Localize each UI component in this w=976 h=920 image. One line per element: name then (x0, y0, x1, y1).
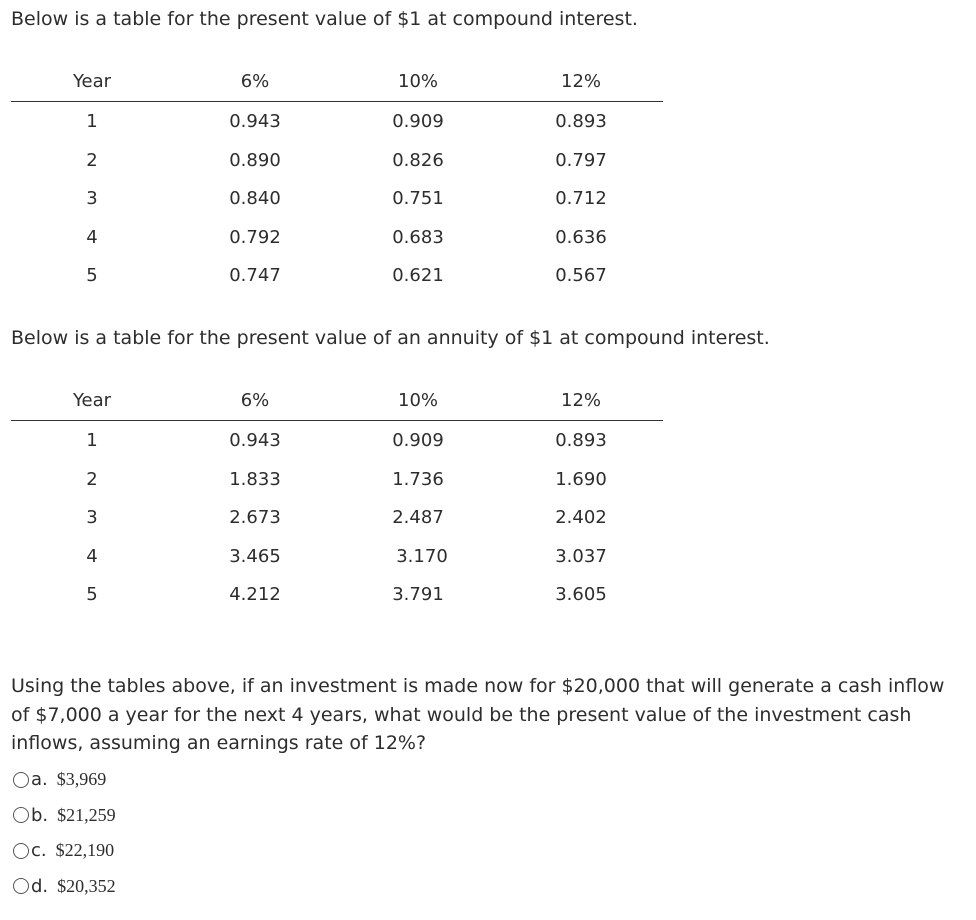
table2-intro: Below is a table for the present value of an annuity of $1 at compound interest. (11, 327, 770, 349)
cell-10pct: 0.683 (392, 226, 444, 248)
cell-year: 3 (86, 507, 98, 528)
table-row (11, 141, 663, 180)
radio-button-b[interactable] (13, 807, 29, 823)
radio-button-a[interactable] (13, 772, 29, 788)
cell-12pct: 0.893 (555, 111, 607, 132)
option-b[interactable] (11, 798, 116, 834)
cell-6pct: 0.943 (229, 430, 281, 451)
cell-year: 2 (86, 468, 98, 490)
cell-year: 4 (86, 226, 98, 248)
option-value: $3,969 (56, 769, 107, 790)
cell-12pct: 3.037 (555, 545, 607, 567)
cell-year: 5 (86, 584, 98, 605)
table-row (11, 256, 663, 295)
cell-12pct: 1.690 (555, 468, 607, 490)
pv-table (11, 63, 663, 295)
radio-button-d[interactable] (13, 878, 29, 894)
option-letter: c. (31, 840, 47, 862)
cell-10pct: 0.826 (392, 149, 444, 171)
cell-6pct: 4.212 (229, 584, 281, 605)
cell-6pct: 0.943 (229, 111, 281, 132)
table1-intro: Below is a table for the present value of $1 at compound interest. (11, 8, 638, 30)
cell-10pct: 0.621 (392, 265, 444, 286)
header-10pct: 10% (397, 390, 439, 411)
pv-table-header (11, 63, 663, 102)
option-letter: b. (31, 804, 49, 826)
header-12pct: 12% (560, 71, 602, 92)
header-6pct: 6% (240, 390, 270, 411)
table-row (11, 218, 663, 257)
cell-12pct: 0.712 (555, 188, 607, 209)
cell-12pct: 2.402 (555, 507, 607, 528)
cell-6pct: 1.833 (229, 468, 281, 490)
table-row (11, 537, 663, 576)
table-row (11, 575, 663, 614)
cell-12pct: 0.567 (555, 265, 607, 286)
radio-button-c[interactable] (13, 843, 29, 859)
cell-year: 5 (86, 265, 98, 286)
cell-10pct: 2.487 (392, 507, 444, 528)
cell-12pct: 0.893 (555, 430, 607, 451)
cell-10pct: 3.170 (396, 545, 448, 567)
header-year: Year (72, 71, 112, 92)
cell-6pct: 2.673 (229, 507, 281, 528)
header-6pct: 6% (240, 71, 270, 92)
cell-6pct: 0.840 (229, 188, 281, 209)
cell-year: 1 (86, 430, 98, 451)
option-letter: a. (31, 769, 48, 791)
cell-12pct: 3.605 (555, 584, 607, 605)
cell-10pct: 3.791 (392, 584, 444, 605)
cell-6pct: 3.465 (229, 545, 281, 567)
cell-year: 3 (86, 188, 98, 209)
answer-options (11, 762, 116, 904)
cell-6pct: 0.792 (229, 226, 281, 248)
header-12pct: 12% (560, 390, 602, 411)
cell-10pct: 0.909 (392, 430, 444, 451)
table-row (11, 421, 663, 460)
table-row (11, 498, 663, 537)
cell-10pct: 1.736 (392, 468, 444, 490)
option-d[interactable] (11, 869, 116, 905)
option-a[interactable] (11, 762, 116, 798)
cell-year: 1 (86, 111, 98, 132)
cell-year: 2 (86, 149, 98, 171)
cell-10pct: 0.909 (392, 111, 444, 132)
cell-12pct: 0.636 (555, 226, 607, 248)
option-value: $20,352 (57, 875, 116, 896)
option-value: $22,190 (55, 840, 115, 861)
header-10pct: 10% (397, 71, 439, 92)
cell-year: 4 (86, 545, 98, 567)
pv-annuity-table (11, 382, 663, 614)
option-letter: d. (31, 875, 49, 897)
cell-12pct: 0.797 (555, 149, 607, 171)
cell-10pct: 0.751 (392, 188, 444, 209)
option-c[interactable] (11, 833, 116, 869)
option-value: $21,259 (57, 804, 116, 825)
table-row (11, 179, 663, 218)
cell-6pct: 0.890 (229, 149, 281, 171)
cell-6pct: 0.747 (229, 265, 281, 286)
question-text: Using the tables above, if an investment is made now for $20,000 that will generate a cash inflow of $7,000 a year for the next 4 years, what would be the present value of the investment cash inflows, assuming an earnings rate of 12%? (11, 675, 945, 754)
pv-annuity-table-header (11, 382, 663, 421)
header-year: Year (72, 390, 112, 411)
table-row (11, 460, 663, 499)
table-row (11, 102, 663, 141)
